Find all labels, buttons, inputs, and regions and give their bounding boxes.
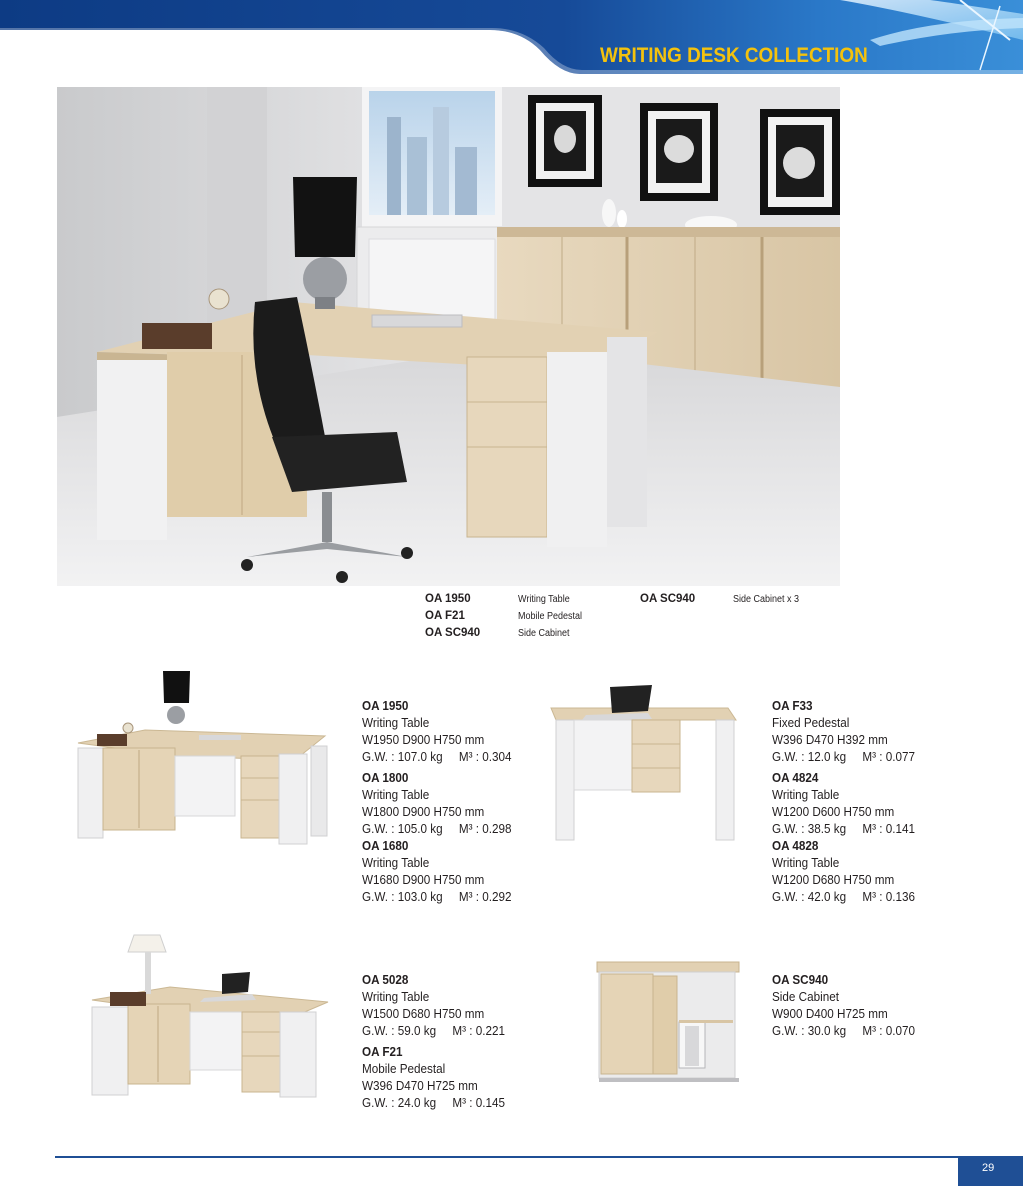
product-volume: M³ : 0.145 xyxy=(452,1095,506,1110)
page-number: 29 xyxy=(982,1162,995,1174)
product-code: OA F21 xyxy=(362,1044,403,1059)
product-entry xyxy=(362,838,528,905)
product-list-right-top xyxy=(772,698,931,912)
hero-caption-code-3: OA SC940 xyxy=(425,627,481,639)
product-name: Writing Table xyxy=(772,787,840,802)
product-list-right-bottom xyxy=(772,972,931,1046)
product-entry xyxy=(772,838,931,905)
product-dimensions: W1800 D900 H750 mm xyxy=(362,804,485,819)
product-volume: M³ : 0.221 xyxy=(452,1023,506,1038)
hero-caption-desc-1: Writing Table xyxy=(518,594,570,605)
product-dimensions: W1200 D600 H750 mm xyxy=(772,804,895,819)
product-weight-volume xyxy=(772,888,915,905)
product-gross-weight: G.W. : 12.0 kg xyxy=(772,749,847,764)
product-name: Fixed Pedestal xyxy=(772,715,850,730)
hero-caption-code-4: OA SC940 xyxy=(640,593,696,605)
product-entry xyxy=(772,972,931,1039)
product-weight-volume xyxy=(772,820,915,837)
hero-caption-desc-4: Side Cabinet x 3 xyxy=(733,594,800,605)
hero-caption-code-1: OA 1950 xyxy=(425,593,471,605)
product-entry xyxy=(362,698,528,765)
product-code: OA 1800 xyxy=(362,770,409,785)
hero-caption-desc-2: Mobile Pedestal xyxy=(518,611,583,622)
product-dimensions: W1680 D900 H750 mm xyxy=(362,872,485,887)
product-gross-weight: G.W. : 103.0 kg xyxy=(362,889,443,904)
product-weight-volume xyxy=(362,820,512,837)
hero-office-photo xyxy=(57,87,840,586)
product-volume: M³ : 0.077 xyxy=(862,749,916,764)
product-gross-weight: G.W. : 59.0 kg xyxy=(362,1023,437,1038)
product-gross-weight: G.W. : 38.5 kg xyxy=(772,821,847,836)
product-name: Writing Table xyxy=(772,855,840,870)
product-weight-volume xyxy=(362,1094,505,1111)
product-dimensions: W1950 D900 H750 mm xyxy=(362,732,485,747)
product-gross-weight: G.W. : 107.0 kg xyxy=(362,749,443,764)
page-header xyxy=(0,0,1023,74)
product-list-left-top xyxy=(362,698,528,912)
product-gross-weight: G.W. : 30.0 kg xyxy=(772,1023,847,1038)
oa-sc940-cabinet-image xyxy=(595,960,743,1084)
product-code: OA 1680 xyxy=(362,838,409,853)
product-name: Writing Table xyxy=(362,787,430,802)
product-weight-volume xyxy=(362,748,512,765)
product-entry xyxy=(362,1044,521,1111)
product-name: Writing Table xyxy=(362,855,430,870)
product-code: OA SC940 xyxy=(772,972,829,987)
product-code: OA F33 xyxy=(772,698,813,713)
product-code: OA 1950 xyxy=(362,698,409,713)
oa-4824-desk-image xyxy=(548,683,743,843)
product-name: Mobile Pedestal xyxy=(362,1061,446,1076)
hero-caption-code-2: OA F21 xyxy=(425,610,465,622)
product-dimensions: W396 D470 H392 mm xyxy=(772,732,888,747)
oa-5028-desk-image xyxy=(90,932,332,1102)
product-code: OA 4828 xyxy=(772,838,819,853)
header-banner xyxy=(0,0,1023,74)
product-volume: M³ : 0.292 xyxy=(458,889,512,904)
product-gross-weight: G.W. : 105.0 kg xyxy=(362,821,443,836)
product-volume: M³ : 0.070 xyxy=(862,1023,916,1038)
product-dimensions: W1200 D680 H750 mm xyxy=(772,872,895,887)
product-weight-volume xyxy=(362,1022,505,1039)
product-dimensions: W900 D400 H725 mm xyxy=(772,1006,888,1021)
product-entry xyxy=(772,770,931,837)
footer-rule xyxy=(55,1156,1023,1158)
page-title: WRITING DESK COLLECTION xyxy=(600,44,868,67)
product-entry xyxy=(362,972,521,1039)
oa-1950-desk-image xyxy=(75,668,335,848)
product-name: Side Cabinet xyxy=(772,989,840,1004)
product-weight-volume xyxy=(772,748,915,765)
product-volume: M³ : 0.141 xyxy=(862,821,916,836)
product-dimensions: W396 D470 H725 mm xyxy=(362,1078,478,1093)
product-entry xyxy=(772,698,931,765)
product-name: Writing Table xyxy=(362,715,430,730)
product-weight-volume xyxy=(772,1022,915,1039)
product-code: OA 5028 xyxy=(362,972,409,987)
product-volume: M³ : 0.136 xyxy=(862,889,916,904)
product-volume: M³ : 0.304 xyxy=(458,749,512,764)
product-entry xyxy=(362,770,528,837)
product-dimensions: W1500 D680 H750 mm xyxy=(362,1006,485,1021)
product-gross-weight: G.W. : 42.0 kg xyxy=(772,889,847,904)
product-list-left-bottom xyxy=(362,972,521,1118)
product-gross-weight: G.W. : 24.0 kg xyxy=(362,1095,437,1110)
product-weight-volume xyxy=(362,888,512,905)
hero-caption-desc-3: Side Cabinet xyxy=(518,628,570,639)
product-volume: M³ : 0.298 xyxy=(458,821,512,836)
product-name: Writing Table xyxy=(362,989,430,1004)
product-code: OA 4824 xyxy=(772,770,819,785)
